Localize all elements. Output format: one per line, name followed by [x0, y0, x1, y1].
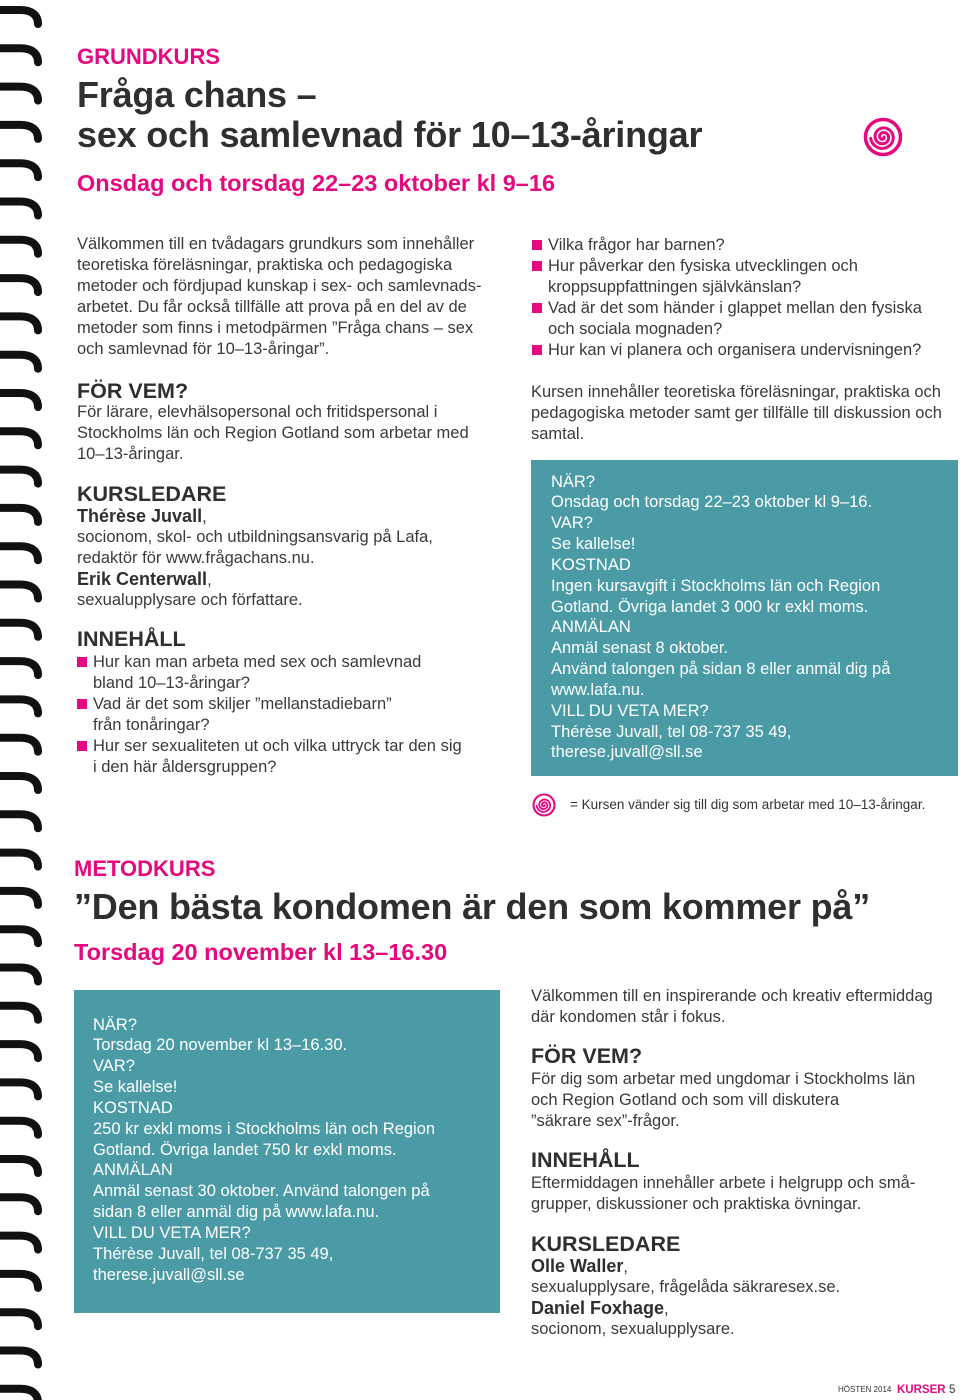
kursledare-list — [77, 506, 517, 611]
info-value: Onsdag och torsdag 22–23 oktober kl 9–16. — [551, 493, 873, 512]
text-line: Eftermiddagen innehåller arbete i helgrupp och små- — [531, 1173, 916, 1192]
info-value: Se kallelse! — [551, 535, 636, 554]
info-value: Ingen kursavgift i Stockholms län och Region — [551, 576, 881, 595]
text-line: Kursen innehåller teoretiska föreläsningar, praktiska och — [531, 382, 941, 401]
spiral-ring — [0, 1006, 38, 1020]
list-item — [77, 652, 517, 694]
info-value: Torsdag 20 november kl 13–16.30. — [93, 1036, 348, 1055]
text-line: Vad är det som händer i glappet mellan den fysiska — [548, 298, 922, 317]
info-box-metodkurs — [74, 990, 500, 1313]
text-line: Vad är det som skiljer ”mellanstadiebarn” — [93, 694, 392, 713]
text-line: För lärare, elevhälsopersonal och fritidspersonal i — [77, 403, 438, 421]
spiral-ring — [0, 1044, 38, 1058]
for-vem-paragraph — [77, 402, 517, 465]
heading-for-vem: FÖR VEM? — [531, 1044, 643, 1068]
text-line: ”säkrare sex”-frågor. — [531, 1111, 680, 1130]
summary-paragraph — [531, 382, 956, 445]
list-item — [77, 694, 517, 736]
text-line: i den här åldersgruppen? — [93, 757, 277, 776]
info-label: ANMÄLAN — [551, 618, 631, 637]
info-value: 250 kr exkl moms i Stockholms län och Region — [93, 1119, 436, 1138]
info-value: www.lafa.nu. — [551, 680, 645, 699]
spiral-binding — [0, 0, 50, 1400]
info-label: VAR? — [551, 514, 593, 533]
spiral-ring — [0, 738, 38, 752]
spiral-ring — [0, 1312, 38, 1326]
questions-list — [532, 235, 952, 361]
spiral-ring — [0, 240, 38, 254]
text-line: För dig som arbetar med ungdomar i Stockholms län — [531, 1069, 916, 1088]
course-title-metodkurs: ”Den bästa kondomen är den som kommer på” — [74, 886, 870, 927]
kursledare-name-line — [77, 506, 517, 527]
text-line: Hur påverkar den fysiska utvecklingen och — [548, 256, 858, 275]
spiral-ring — [0, 623, 38, 637]
text-line: redaktör för www.frågachans.nu. — [77, 548, 315, 567]
spiral-ring — [0, 929, 38, 943]
title-line: Fråga chans – — [77, 74, 317, 115]
legend-text: = Kursen vänder sig till dig som arbetar med 10–13-åringar. — [570, 797, 926, 812]
spiral-ring — [0, 1082, 38, 1096]
kursledare-name: Daniel Foxhage — [531, 1297, 665, 1318]
info-label: KOSTNAD — [93, 1098, 173, 1117]
spiral-ring — [0, 814, 38, 828]
heading-kursledare: KURSLEDARE — [531, 1232, 681, 1256]
text-line: metoder som finns i metodpärmen ”Fråga chans – sex — [77, 319, 474, 337]
square-bullet-icon — [77, 657, 87, 667]
kursledare-name-line — [77, 569, 517, 590]
course-date-metodkurs: Torsdag 20 november kl 13–16.30 — [74, 939, 448, 965]
spiral-ring — [0, 1351, 38, 1365]
spiral-ring — [0, 278, 38, 292]
spiral-ring — [0, 546, 38, 560]
info-label: NÄR? — [93, 1015, 138, 1034]
kursledare-name-line — [531, 1298, 956, 1319]
square-bullet-icon — [77, 741, 87, 751]
section-kicker-grundkurs: GRUNDKURS — [77, 44, 220, 69]
square-bullet-icon — [532, 261, 542, 271]
spiral-ring — [0, 776, 38, 790]
spiral-ring — [0, 355, 38, 369]
square-bullet-icon — [532, 345, 542, 355]
text-line: bland 10–13-åringar? — [93, 673, 250, 692]
list-item — [532, 235, 952, 256]
text-line: arbetet. Du får också tillfälle att prova på en del av de — [77, 298, 467, 316]
spiral-ring — [0, 1197, 38, 1211]
heading-kursledare: KURSLEDARE — [77, 482, 227, 506]
footer-season: HÖSTEN 2014 — [838, 1385, 892, 1394]
name-suffix: , — [207, 570, 212, 589]
spiral-ring — [0, 1274, 38, 1288]
text-line: Stockholms län och Region Gotland som arbetar med — [77, 424, 469, 442]
info-label: KOSTNAD — [551, 555, 631, 574]
info-value: Anmäl senast 8 oktober. — [551, 639, 729, 658]
info-value: therese.juvall@sll.se — [93, 1265, 245, 1284]
text-line: sexualupplysare, frågelåda säkraresex.se. — [531, 1277, 841, 1296]
list-item — [532, 340, 952, 361]
footer-section: KURSER — [897, 1384, 946, 1396]
info-label: VILL DU VETA MER? — [551, 701, 709, 720]
spiral-ring — [0, 202, 38, 216]
spiral-ring — [0, 853, 38, 867]
name-suffix: , — [202, 507, 207, 526]
spiral-ring — [0, 87, 38, 101]
text-line: sexualupplysare och författare. — [77, 590, 303, 609]
text-line: socionom, skol- och utbildningsansvarig på Lafa, — [77, 527, 433, 546]
spiral-icon — [532, 793, 556, 817]
spiral-icon — [863, 117, 903, 157]
text-line: Hur ser sexualiteten ut och vilka uttryck tar den sig — [93, 736, 462, 755]
spiral-ring — [0, 470, 38, 484]
name-suffix: , — [664, 1299, 669, 1318]
spiral-ring — [0, 1389, 38, 1400]
text-line: metoder och fördjupad kunskap i sex- och samlevnads- — [77, 277, 482, 295]
text-line: pedagogiska metoder samt ger tillfälle till diskussion och — [531, 403, 942, 422]
intro-paragraph — [77, 234, 517, 360]
info-value: Thérèse Juvall, tel 08-737 35 49, — [93, 1244, 334, 1263]
spiral-ring — [0, 1159, 38, 1173]
spiral-ring — [0, 316, 38, 330]
innehall-list — [77, 652, 517, 778]
spiral-ring — [0, 393, 38, 407]
info-value: Gotland. Övriga landet 3 000 kr exkl moms. — [551, 597, 869, 616]
info-value: sidan 8 eller anmäl dig på www.lafa.nu. — [93, 1203, 380, 1222]
text-line: Vilka frågor har barnen? — [548, 235, 725, 254]
spiral-ring — [0, 10, 38, 24]
info-value: Se kallelse! — [93, 1078, 178, 1097]
info-box-grundkurs — [531, 460, 958, 776]
info-value: Anmäl senast 30 oktober. Använd talongen på — [93, 1182, 430, 1201]
spiral-ring — [0, 431, 38, 445]
text-line: och Region Gotland och som vill diskutera — [531, 1090, 840, 1109]
kursledare-name: Erik Centerwall — [77, 568, 208, 589]
list-item — [532, 256, 952, 298]
text-line: Hur kan vi planera och organisera undervisningen? — [548, 340, 922, 359]
page-number: 5 — [949, 1384, 956, 1396]
list-item — [532, 298, 952, 340]
name-suffix: , — [623, 1257, 628, 1276]
course-date-grundkurs: Onsdag och torsdag 22–23 oktober kl 9–16 — [77, 170, 556, 196]
text-line: socionom, sexualupplysare. — [531, 1319, 735, 1338]
info-label: VAR? — [93, 1057, 135, 1076]
text-line: kroppsuppfattningen självkänslan? — [548, 277, 802, 296]
course-title-grundkurs — [77, 75, 702, 155]
text-line: där kondomen står i fokus. — [531, 1007, 726, 1026]
spiral-ring — [0, 1236, 38, 1250]
text-line: teoretiska föreläsningar, praktiska och pedagogiska — [77, 256, 453, 274]
spiral-path — [537, 800, 551, 812]
spiral-ring — [0, 891, 38, 905]
info-value: Använd talongen på sidan 8 eller anmäl dig på — [551, 660, 891, 679]
title-line: sex och samlevnad för 10–13-åringar — [77, 114, 703, 155]
spiral-ring — [0, 699, 38, 713]
list-item — [77, 736, 517, 778]
spiral-ring — [0, 48, 38, 62]
text-line: från tonåringar? — [93, 715, 210, 734]
kursledare-list — [531, 1256, 956, 1340]
text-line: 10–13-åringar. — [77, 445, 184, 463]
text-line: Välkommen till en tvådagars grundkurs som innehåller — [77, 235, 475, 253]
square-bullet-icon — [532, 240, 542, 250]
info-value: Gotland. Övriga landet 750 kr exkl moms. — [93, 1140, 397, 1159]
info-value: Thérèse Juvall, tel 08-737 35 49, — [551, 722, 792, 741]
square-bullet-icon — [532, 303, 542, 313]
spiral-ring — [0, 163, 38, 177]
info-label: VILL DU VETA MER? — [93, 1223, 251, 1242]
text-line: och sociala mognaden? — [548, 319, 723, 338]
spiral-ring — [0, 1121, 38, 1135]
info-label: ANMÄLAN — [93, 1161, 173, 1180]
for-vem-paragraph — [531, 1069, 956, 1132]
text-line: samtal. — [531, 424, 585, 443]
info-label: NÄR? — [551, 472, 596, 491]
heading-innehall: INNEHÅLL — [77, 627, 186, 651]
heading-for-vem: FÖR VEM? — [77, 379, 189, 403]
spiral-ring — [0, 508, 38, 522]
spiral-ring — [0, 125, 38, 139]
spiral-path — [871, 128, 894, 148]
metodkurs-intro — [531, 986, 956, 1028]
kursledare-name: Olle Waller — [531, 1255, 624, 1276]
spiral-ring — [0, 968, 38, 982]
text-line: Hur kan man arbeta med sex och samlevnad — [93, 652, 422, 671]
text-line: och samlevnad för 10–13-åringar”. — [77, 340, 330, 358]
text-line: Välkommen till en inspirerande och kreativ eftermiddag — [531, 986, 933, 1005]
kursledare-name-line — [531, 1256, 956, 1277]
square-bullet-icon — [77, 699, 87, 709]
spiral-ring — [0, 585, 38, 599]
section-kicker-metodkurs: METODKURS — [74, 856, 216, 881]
info-value: therese.juvall@sll.se — [551, 743, 703, 762]
text-line: grupper, diskussioner och praktiska övningar. — [531, 1194, 862, 1213]
kursledare-name: Thérèse Juvall — [77, 505, 203, 526]
innehall-paragraph — [531, 1173, 956, 1215]
heading-innehall: INNEHÅLL — [531, 1148, 640, 1172]
spiral-ring — [0, 661, 38, 675]
